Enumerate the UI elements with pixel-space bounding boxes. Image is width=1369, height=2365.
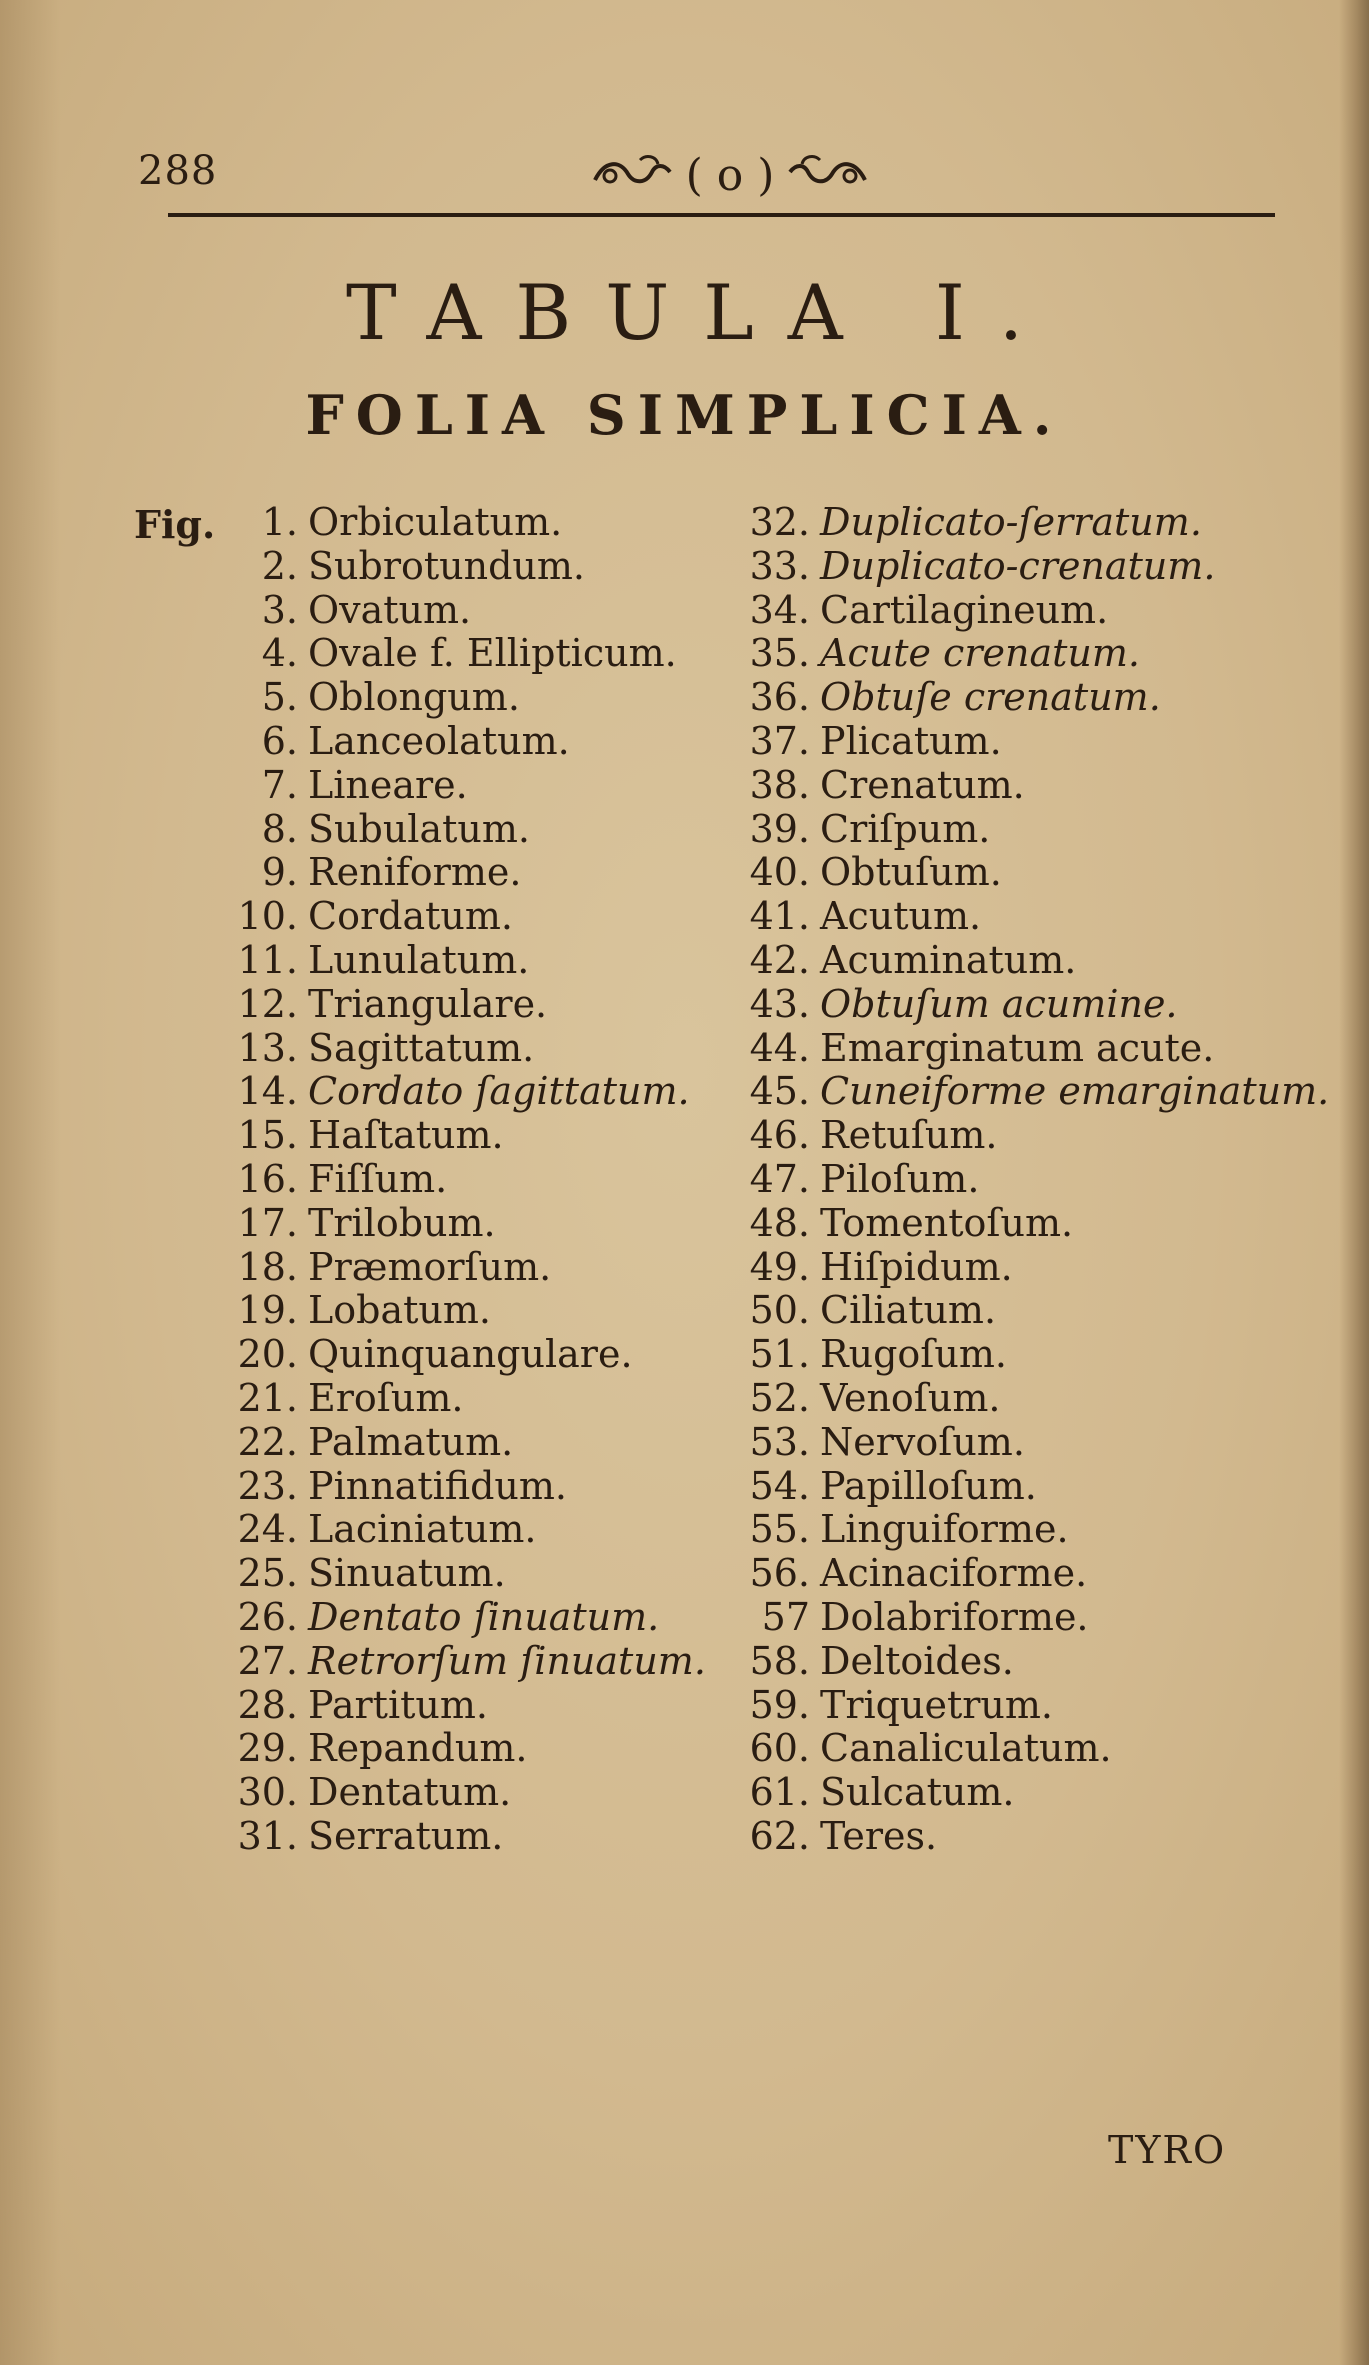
list-item xyxy=(720,1245,1329,1289)
list-item xyxy=(720,544,1329,588)
list-item xyxy=(190,1113,706,1157)
leaf-form-name: Triangulare. xyxy=(308,981,548,1026)
leaf-form-name: Lunulatum. xyxy=(308,937,530,982)
figure-number: 48. xyxy=(749,1200,810,1245)
list-item xyxy=(720,1770,1329,1814)
figure-number: 12. xyxy=(237,981,298,1026)
figure-number: 38. xyxy=(749,762,810,807)
figure-number: 37. xyxy=(749,718,810,763)
list-item xyxy=(720,1201,1329,1245)
figure-number: 31. xyxy=(237,1813,298,1858)
list-item xyxy=(720,1332,1329,1376)
left-column xyxy=(190,500,706,1858)
list-item xyxy=(190,588,706,632)
list-item xyxy=(190,1420,706,1464)
figure-number: 25. xyxy=(237,1551,298,1596)
leaf-form-name: Nervoſum. xyxy=(820,1419,1025,1464)
figure-number: 59. xyxy=(749,1682,810,1727)
figure-number: 58. xyxy=(749,1638,810,1683)
list-item xyxy=(190,1464,706,1508)
list-item xyxy=(720,1464,1329,1508)
list-item xyxy=(720,807,1329,851)
leaf-form-name: Orbiculatum. xyxy=(308,500,563,544)
leaf-form-name: Triquetrum. xyxy=(820,1682,1053,1727)
leaf-form-name: Acinaciforme. xyxy=(820,1551,1088,1596)
figure-number: 13. xyxy=(237,1025,298,1070)
figure-number: 16. xyxy=(237,1156,298,1201)
header-ornament xyxy=(560,140,900,210)
list-item xyxy=(190,1814,706,1858)
leaf-form-name: Acute crenatum. xyxy=(820,631,1140,676)
leaf-form-name: Retrorſum ſinuatum. xyxy=(308,1638,706,1683)
figure-number: 21. xyxy=(237,1375,298,1420)
leaf-form-name: Haſtatum. xyxy=(308,1113,504,1158)
leaf-form-name: Crenatum. xyxy=(820,762,1025,807)
figure-number: 18. xyxy=(237,1244,298,1289)
list-item xyxy=(190,500,706,544)
list-item xyxy=(190,850,706,894)
leaf-form-name: Obtuſum. xyxy=(820,850,1002,895)
leaf-form-name: Palmatum. xyxy=(308,1419,514,1464)
figure-number: 15. xyxy=(237,1113,298,1158)
figure-number: 44. xyxy=(749,1025,810,1070)
list-item xyxy=(190,675,706,719)
figure-number: 1. xyxy=(261,500,298,544)
figure-number: 47. xyxy=(749,1156,810,1201)
figure-number: 40. xyxy=(749,850,810,895)
list-item xyxy=(720,1420,1329,1464)
list-item xyxy=(190,807,706,851)
list-item xyxy=(720,1157,1329,1201)
figure-number: 9. xyxy=(261,850,298,895)
list-item xyxy=(190,763,706,807)
figure-number: 35. xyxy=(749,631,810,676)
list-item xyxy=(190,1069,706,1113)
list-item xyxy=(190,1376,706,1420)
list-item xyxy=(720,1726,1329,1770)
list-item xyxy=(190,1026,706,1070)
leaf-form-name: Cartilagineum. xyxy=(820,587,1109,632)
list-item xyxy=(720,1288,1329,1332)
leaf-form-name: Tomentoſum. xyxy=(820,1200,1074,1245)
list-item xyxy=(190,1595,706,1639)
figure-number: 5. xyxy=(261,675,298,720)
figure-number: 11. xyxy=(237,937,298,982)
list-item xyxy=(720,1507,1329,1551)
figure-number: 41. xyxy=(749,894,810,939)
list-item xyxy=(720,1026,1329,1070)
leaf-form-name: Obtuſe crenatum. xyxy=(820,675,1161,720)
leaf-form-name: Dolabriforme. xyxy=(820,1594,1089,1639)
figure-number: 29. xyxy=(237,1726,298,1771)
catchword: TYRO xyxy=(1108,2128,1227,2172)
list-item xyxy=(190,982,706,1026)
figure-number: 24. xyxy=(237,1507,298,1552)
list-item xyxy=(190,1770,706,1814)
page-subtitle: FOLIA SIMPLICIA. xyxy=(305,383,1064,447)
list-item xyxy=(190,1639,706,1683)
leaf-form-name: Serratum. xyxy=(308,1813,504,1858)
list-item xyxy=(720,1683,1329,1727)
fig-label: Fig. xyxy=(134,502,216,547)
leaf-form-name: Eroſum. xyxy=(308,1375,464,1420)
figure-number: 34. xyxy=(749,587,810,632)
list-item xyxy=(190,1288,706,1332)
figure-number: 42. xyxy=(749,937,810,982)
leaf-form-name: Trilobum. xyxy=(308,1200,496,1245)
list-item xyxy=(190,1201,706,1245)
list-item xyxy=(720,1551,1329,1595)
leaf-form-name: Ovatum. xyxy=(308,587,472,632)
leaf-form-name: Partitum. xyxy=(308,1682,488,1727)
list-item xyxy=(190,631,706,675)
figure-number: 57 xyxy=(761,1594,810,1639)
leaf-form-name: Ciliatum. xyxy=(820,1288,997,1333)
figure-number: 60. xyxy=(749,1726,810,1771)
figure-number: 33. xyxy=(749,543,810,588)
leaf-form-name: Venoſum. xyxy=(820,1375,1001,1420)
leaf-form-name: Retuſum. xyxy=(820,1113,998,1158)
figure-number: 50. xyxy=(749,1288,810,1333)
list-item xyxy=(720,631,1329,675)
leaf-form-name: Cuneiforme emarginatum. xyxy=(820,1069,1330,1114)
list-item xyxy=(720,1595,1329,1639)
list-item xyxy=(190,1507,706,1551)
figure-number: 14. xyxy=(237,1069,298,1114)
leaf-form-name: Cordatum. xyxy=(308,894,513,939)
leaf-form-name: Fiſſum. xyxy=(308,1156,448,1201)
figure-number: 30. xyxy=(237,1770,298,1815)
page-number: 288 xyxy=(138,148,218,194)
figure-number: 45. xyxy=(749,1069,810,1114)
list-item xyxy=(190,1332,706,1376)
list-item xyxy=(190,1245,706,1289)
leaf-form-name: Sinuatum. xyxy=(308,1551,506,1596)
flourish-right-icon xyxy=(780,150,870,200)
list-item xyxy=(720,1376,1329,1420)
figure-number: 53. xyxy=(749,1419,810,1464)
leaf-form-name: Quinquangulare. xyxy=(308,1332,633,1377)
flourish-left-icon xyxy=(590,150,680,200)
leaf-form-name: Ovale f. Ellipticum. xyxy=(308,631,677,676)
leaf-form-name: Pinnatifidum. xyxy=(308,1463,568,1508)
list-item xyxy=(190,719,706,763)
page-title: TABULA I. xyxy=(345,268,1057,357)
leaf-form-name: Duplicato-crenatum. xyxy=(820,543,1216,588)
leaf-form-name: Canaliculatum. xyxy=(820,1726,1112,1771)
leaf-form-name: Oblongum. xyxy=(308,675,520,720)
figure-number: 23. xyxy=(237,1463,298,1508)
list-item xyxy=(720,982,1329,1026)
figure-number: 32. xyxy=(749,500,810,544)
leaf-form-name: Linguiforme. xyxy=(820,1507,1069,1552)
list-item xyxy=(720,1069,1329,1113)
list-item xyxy=(720,763,1329,807)
leaf-form-name: Rugoſum. xyxy=(820,1332,1007,1377)
list-item xyxy=(720,894,1329,938)
leaf-form-name: Teres. xyxy=(820,1813,938,1858)
figure-number: 28. xyxy=(237,1682,298,1727)
list-item xyxy=(190,894,706,938)
list-item xyxy=(190,544,706,588)
figure-number: 8. xyxy=(261,806,298,851)
leaf-form-name: Dentatum. xyxy=(308,1770,512,1815)
list-item xyxy=(190,938,706,982)
list-item xyxy=(190,1683,706,1727)
list-item xyxy=(720,1639,1329,1683)
leaf-form-name: Deltoides. xyxy=(820,1638,1014,1683)
list-item xyxy=(720,675,1329,719)
list-item xyxy=(190,1726,706,1770)
leaf-form-name: Emarginatum acute. xyxy=(820,1025,1215,1070)
list-item xyxy=(720,1113,1329,1157)
figure-number: 2. xyxy=(261,543,298,588)
leaf-form-name: Plicatum. xyxy=(820,718,1002,763)
figure-number: 51. xyxy=(749,1332,810,1377)
figure-number: 62. xyxy=(749,1813,810,1858)
figure-number: 56. xyxy=(749,1551,810,1596)
figure-number: 46. xyxy=(749,1113,810,1158)
leaf-form-name: Reniforme. xyxy=(308,850,522,895)
right-column xyxy=(720,500,1329,1858)
list-item xyxy=(720,500,1329,544)
figure-number: 26. xyxy=(237,1594,298,1639)
figure-number: 17. xyxy=(237,1200,298,1245)
leaf-form-name: Hiſpidum. xyxy=(820,1244,1013,1289)
leaf-form-name: Acutum. xyxy=(820,894,982,939)
leaf-form-name: Lobatum. xyxy=(308,1288,491,1333)
list-item xyxy=(190,1551,706,1595)
figure-number: 20. xyxy=(237,1332,298,1377)
leaf-form-name: Cordato ſagittatum. xyxy=(308,1069,690,1114)
leaf-form-name: Subulatum. xyxy=(308,806,530,851)
figure-number: 4. xyxy=(261,631,298,676)
figure-number: 27. xyxy=(237,1638,298,1683)
leaf-form-name: Duplicato-ſerratum. xyxy=(820,500,1202,544)
list-item xyxy=(720,850,1329,894)
list-item xyxy=(720,1814,1329,1858)
leaf-form-name: Papilloſum. xyxy=(820,1463,1037,1508)
leaf-form-name: Criſpum. xyxy=(820,806,991,851)
leaf-form-name: Obtuſum acumine. xyxy=(820,981,1178,1026)
figure-number: 10. xyxy=(237,894,298,939)
leaf-form-name: Subrotundum. xyxy=(308,543,586,588)
leaf-form-name: Dentato ſinuatum. xyxy=(308,1594,660,1639)
figure-number: 54. xyxy=(749,1463,810,1508)
list-item xyxy=(720,719,1329,763)
figure-number: 36. xyxy=(749,675,810,720)
leaf-form-name: Acuminatum. xyxy=(820,937,1077,982)
figure-number: 19. xyxy=(237,1288,298,1333)
figure-number: 39. xyxy=(749,806,810,851)
list-item xyxy=(720,588,1329,632)
leaf-form-name: Laciniatum. xyxy=(308,1507,537,1552)
list-item xyxy=(190,1157,706,1201)
leaf-form-name: Præmorſum. xyxy=(308,1244,552,1289)
ornament-center: ( o ) xyxy=(685,149,775,201)
leaf-form-name: Sagittatum. xyxy=(308,1025,535,1070)
header-rule xyxy=(168,213,1275,217)
figure-number: 55. xyxy=(749,1507,810,1552)
list-item xyxy=(720,938,1329,982)
figure-number: 7. xyxy=(261,762,298,807)
figure-number: 3. xyxy=(261,587,298,632)
figure-number: 43. xyxy=(749,981,810,1026)
figure-number: 6. xyxy=(261,718,298,763)
figure-number: 61. xyxy=(749,1770,810,1815)
figure-number: 49. xyxy=(749,1244,810,1289)
leaf-form-name: Lineare. xyxy=(308,762,468,807)
figure-number: 52. xyxy=(749,1375,810,1420)
leaf-form-name: Sulcatum. xyxy=(820,1770,1015,1815)
leaf-form-name: Piloſum. xyxy=(820,1156,980,1201)
leaf-form-name: Lanceolatum. xyxy=(308,718,570,763)
figure-number: 22. xyxy=(237,1419,298,1464)
leaf-form-name: Repandum. xyxy=(308,1726,528,1771)
